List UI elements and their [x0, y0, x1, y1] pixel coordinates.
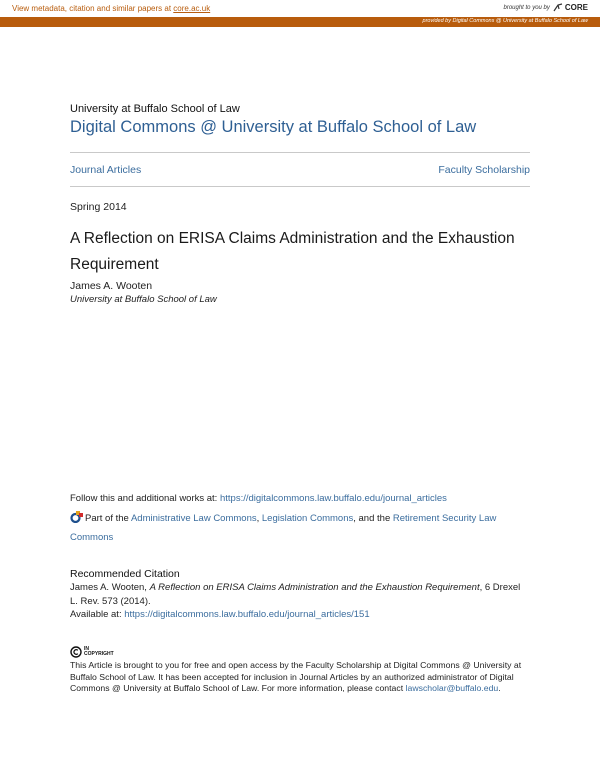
core-banner — [0, 0, 600, 17]
in-copyright-badge[interactable] — [70, 645, 530, 659]
badge-line-2: COPYRIGHT — [84, 651, 114, 657]
citation-author: James A. Wooten, — [70, 582, 150, 593]
period: . — [498, 683, 501, 693]
available-link[interactable]: https://digitalcommons.law.buffalo.edu/journal_articles/151 — [124, 609, 370, 620]
follow-link[interactable]: https://digitalcommons.law.buffalo.edu/journal_articles — [219, 493, 447, 504]
author-name: James A. Wooten — [70, 280, 153, 292]
article-title: A Reflection on ERISA Claims Administration and the Exhaustion Requirement — [70, 230, 515, 273]
separator: , — [256, 513, 262, 524]
journal-articles-link[interactable]: Journal Articles — [70, 164, 142, 176]
copyright-label — [84, 647, 114, 658]
brought-label: brought to you by — [503, 4, 550, 11]
available-at-line — [70, 609, 530, 620]
author-affiliation: University at Buffalo School of Law — [70, 294, 217, 305]
badge-line-1: IN — [84, 645, 89, 652]
commons-link-retirement-security-law[interactable]: Retirement Security Law Commons — [70, 513, 497, 543]
divider — [70, 152, 530, 153]
faculty-scholarship-link[interactable]: Faculty Scholarship — [438, 164, 530, 176]
citation-title: A Reflection on ERISA Claims Administration and the Exhaustion Requirement — [149, 582, 480, 593]
metadata-label: View metadata, citation and similar papers at — [12, 4, 174, 13]
brought-to-you-by[interactable] — [504, 3, 589, 12]
collection-nav — [70, 164, 530, 176]
core-logo-text: CORE — [564, 3, 588, 12]
citation-text — [70, 581, 530, 609]
commons-link-administrative-law[interactable]: Administrative Law Commons — [130, 513, 257, 524]
core-logo-icon — [553, 3, 563, 12]
institution-name: University at Buffalo School of Law — [70, 103, 240, 115]
available-label: Available at: — [70, 609, 125, 620]
network-icon — [70, 511, 83, 523]
publication-date: Spring 2014 — [70, 201, 127, 213]
core-logo — [553, 3, 588, 12]
core-provided-bar — [0, 17, 600, 27]
commons-link-legislation[interactable]: Legislation Commons — [261, 513, 354, 524]
part-of-line — [70, 509, 530, 547]
copyright-icon — [70, 646, 82, 658]
core-metadata-text — [12, 4, 210, 13]
divider — [70, 186, 530, 187]
follow-label: Follow this and additional works at: — [70, 493, 220, 504]
repository-title[interactable]: Digital Commons @ University at Buffalo School of Law — [70, 118, 477, 136]
access-notice — [70, 660, 540, 695]
contact-email-link[interactable]: lawscholar@buffalo.edu — [405, 683, 499, 693]
notice-text: This Article is brought to you for free and open access by the Faculty Scholarship at Digital Commons @ University at Buffalo School of Law. It has been accepted for inclusion in Journal Articles by an authorized administrator of Digital Commons @ University at Buffalo School of Law. For more information, please contact — [70, 660, 522, 693]
part-of-label: Part of the — [85, 513, 131, 524]
recommended-citation-heading: Recommended Citation — [70, 568, 180, 580]
citation-source: , 6 Drexel L. Rev. 573 (2014). — [70, 582, 521, 607]
core-link[interactable]: core.ac.uk — [173, 4, 211, 13]
provided-by-text[interactable]: provided by Digital Commons @ University at Buffalo School of Law — [422, 18, 588, 24]
follow-line — [70, 493, 530, 504]
separator: , and the — [353, 513, 393, 524]
